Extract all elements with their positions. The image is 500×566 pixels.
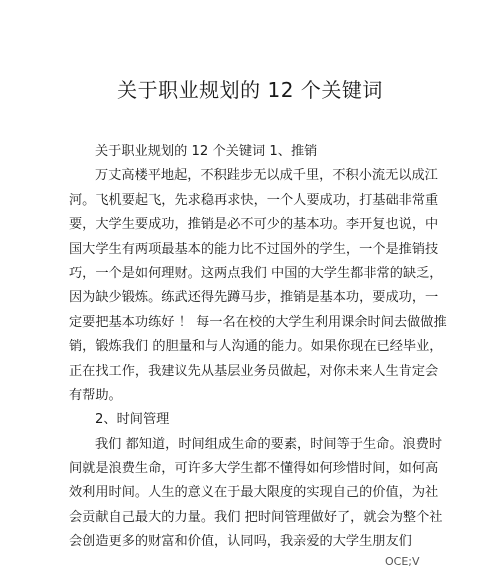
paragraph-line: 我们 都知道，时间组成生命的要素，时间等于生命。浪费时 [95, 436, 443, 452]
paragraph-line: 万丈高楼平地起，不积跬步无以成千里，不积小流无以成江 [95, 168, 438, 184]
paragraph-line: 间就是浪费生命，可许多大学生都不懂得如何珍惜时间，如何高 [69, 461, 439, 477]
document-body [69, 140, 447, 555]
paragraph-line: 销，锻炼我们 的胆量和与人沟通的能力。如果你现在已经毕业， [69, 339, 443, 355]
paragraph-line: 正在找工作，我建议先从基层业务员做起，对你未来人生肯定会 [69, 363, 439, 379]
paragraph-line: 巧，一个是如何理财。这两点我们 中国的大学生都非常的缺乏， [69, 265, 443, 281]
paragraph-line: 河。飞机要起飞，先求稳再求快，一个人要成功，打基础非常重 [69, 192, 439, 208]
paragraph-line: 会贡献自己最大的力量。我们 把时间管理做好了，就会为整个社 [69, 509, 443, 525]
paragraph-line: 国大学生有两项最基本的能力比不过国外的学生，一个是推销技 [69, 241, 439, 257]
document-title: 关于职业规划的 12 个关键词 [117, 78, 383, 102]
paragraph-line: 因为缺少锻炼。练武还得先蹲马步，推销是基本功，要成功，一 [69, 290, 439, 306]
paragraph-line: 定要把基本功练好 ！ 每一名在校的大学生利用课余时间去做做推 [69, 314, 447, 330]
page-marker: OCE;V [385, 555, 420, 566]
paragraph-line: 效利用时间。人生的意义在于最大限度的实现自己的价值，为社 [69, 485, 439, 501]
paragraph-line: 有帮助。 [69, 387, 122, 403]
section-heading: 2、时间管理 [95, 412, 170, 428]
paragraph-line: 关于职业规划的 12 个关键词 1、推销 [95, 144, 318, 159]
paragraph-line: 要，大学生要成功，推销是必不可少的基本功。李开复也说，中 [69, 217, 439, 233]
paragraph-line: 会创造更多的财富和价值，认同吗，我亲爱的大学生朋友们 [69, 534, 412, 550]
